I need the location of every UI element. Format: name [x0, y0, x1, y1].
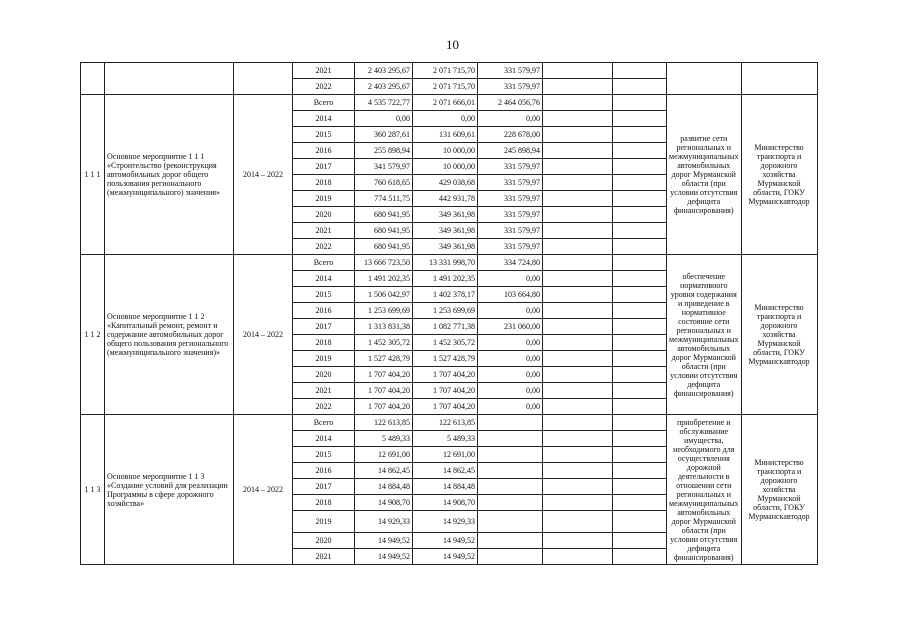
total-amount-cell: 1 452 305,72 — [355, 335, 413, 351]
empty-cell — [613, 207, 667, 223]
year-cell: 2014 — [293, 271, 355, 287]
empty-cell — [613, 63, 667, 79]
source2-amount-cell: 0,00 — [478, 271, 543, 287]
empty-cell — [613, 511, 667, 533]
total-amount-cell: 14 862,45 — [355, 463, 413, 479]
source2-amount-cell: 331 579,97 — [478, 191, 543, 207]
year-cell: 2017 — [293, 319, 355, 335]
empty-cell — [613, 271, 667, 287]
source1-amount-cell: 14 908,70 — [413, 495, 478, 511]
empty-cell — [613, 495, 667, 511]
empty-cell — [613, 431, 667, 447]
period-cell — [234, 63, 293, 95]
empty-cell — [543, 63, 613, 79]
empty-cell — [543, 191, 613, 207]
source2-amount-cell — [478, 447, 543, 463]
source1-amount-cell: 349 361,98 — [413, 239, 478, 255]
table-row — [81, 255, 904, 271]
source1-amount-cell: 349 361,98 — [413, 207, 478, 223]
source1-amount-cell: 14 884,48 — [413, 479, 478, 495]
empty-cell — [543, 383, 613, 399]
name-cell — [105, 63, 234, 95]
empty-cell — [543, 95, 613, 111]
source1-amount-cell: 1 452 305,72 — [413, 335, 478, 351]
year-cell: 2014 — [293, 111, 355, 127]
year-cell: 2015 — [293, 287, 355, 303]
total-amount-cell: 5 489,33 — [355, 431, 413, 447]
source2-amount-cell: 331 579,97 — [478, 223, 543, 239]
year-cell: 2017 — [293, 159, 355, 175]
total-amount-cell: 680 941,95 — [355, 239, 413, 255]
source1-amount-cell: 2 071 715,70 — [413, 63, 478, 79]
empty-cell — [613, 351, 667, 367]
empty-cell — [543, 159, 613, 175]
year-cell: 2017 — [293, 479, 355, 495]
year-cell: Всего — [293, 255, 355, 271]
total-amount-cell: 341 579,97 — [355, 159, 413, 175]
source2-amount-cell: 245 898,94 — [478, 143, 543, 159]
source2-amount-cell: 334 724,80 — [478, 255, 543, 271]
total-amount-cell: 2 403 295,67 — [355, 63, 413, 79]
empty-cell — [543, 143, 613, 159]
source2-amount-cell — [478, 549, 543, 565]
result-cell — [667, 63, 742, 95]
total-amount-cell: 0,00 — [355, 111, 413, 127]
year-cell: 2015 — [293, 127, 355, 143]
empty-cell — [613, 533, 667, 549]
empty-cell — [613, 111, 667, 127]
year-cell: 2021 — [293, 383, 355, 399]
source1-amount-cell: 13 331 998,70 — [413, 255, 478, 271]
measure-code-cell: 1 1 1 — [81, 95, 105, 255]
total-amount-cell: 12 691,00 — [355, 447, 413, 463]
total-amount-cell: 1 506 042,97 — [355, 287, 413, 303]
source2-amount-cell: 0,00 — [478, 303, 543, 319]
year-cell: 2018 — [293, 495, 355, 511]
total-amount-cell: 14 884,48 — [355, 479, 413, 495]
empty-cell — [613, 549, 667, 565]
empty-cell — [543, 271, 613, 287]
empty-cell — [543, 415, 613, 431]
empty-cell — [543, 511, 613, 533]
source2-amount-cell — [478, 495, 543, 511]
source1-amount-cell: 1 707 404,20 — [413, 383, 478, 399]
total-amount-cell: 1 707 404,20 — [355, 399, 413, 415]
source2-amount-cell: 0,00 — [478, 367, 543, 383]
empty-cell — [613, 319, 667, 335]
period-cell: 2014 – 2022 — [234, 415, 293, 565]
empty-cell — [613, 303, 667, 319]
empty-cell — [543, 399, 613, 415]
source2-amount-cell — [478, 463, 543, 479]
empty-cell — [613, 287, 667, 303]
total-amount-cell: 774 511,75 — [355, 191, 413, 207]
empty-cell — [613, 447, 667, 463]
empty-cell — [543, 319, 613, 335]
total-amount-cell: 1 313 831,38 — [355, 319, 413, 335]
empty-cell — [613, 191, 667, 207]
year-cell: 2015 — [293, 447, 355, 463]
source2-amount-cell: 0,00 — [478, 111, 543, 127]
source1-amount-cell: 5 489,33 — [413, 431, 478, 447]
year-cell: 2022 — [293, 79, 355, 95]
total-amount-cell: 14 949,52 — [355, 533, 413, 549]
source1-amount-cell: 2 071 666,01 — [413, 95, 478, 111]
total-amount-cell: 1 527 428,79 — [355, 351, 413, 367]
year-cell: 2021 — [293, 63, 355, 79]
source2-amount-cell — [478, 431, 543, 447]
empty-cell — [613, 95, 667, 111]
empty-cell — [543, 111, 613, 127]
year-cell: 2020 — [293, 367, 355, 383]
empty-cell — [613, 239, 667, 255]
total-amount-cell: 1 253 699,69 — [355, 303, 413, 319]
year-cell: 2018 — [293, 175, 355, 191]
empty-cell — [613, 79, 667, 95]
source2-amount-cell: 0,00 — [478, 335, 543, 351]
source2-amount-cell: 331 579,97 — [478, 175, 543, 191]
year-cell: 2020 — [293, 207, 355, 223]
total-amount-cell: 760 618,65 — [355, 175, 413, 191]
source2-amount-cell: 331 579,97 — [478, 207, 543, 223]
table-row — [81, 95, 904, 111]
table-row — [81, 63, 904, 79]
source1-amount-cell: 1 253 699,69 — [413, 303, 478, 319]
source2-amount-cell: 103 664,80 — [478, 287, 543, 303]
year-cell: 2019 — [293, 511, 355, 533]
total-amount-cell: 1 707 404,20 — [355, 367, 413, 383]
source1-amount-cell: 14 862,45 — [413, 463, 478, 479]
total-amount-cell: 14 908,70 — [355, 495, 413, 511]
source2-amount-cell: 0,00 — [478, 383, 543, 399]
measure-code-cell: 1 1 2 — [81, 255, 105, 415]
table-body — [81, 63, 904, 565]
empty-cell — [543, 549, 613, 565]
source1-amount-cell: 14 929,33 — [413, 511, 478, 533]
source2-amount-cell — [478, 415, 543, 431]
empty-cell — [543, 175, 613, 191]
source2-amount-cell: 0,00 — [478, 399, 543, 415]
empty-cell — [613, 399, 667, 415]
source2-amount-cell: 331 579,97 — [478, 239, 543, 255]
year-cell: 2014 — [293, 431, 355, 447]
responsible-executor-cell: Министерство транспорта и дорожного хозяйства Мурманской области, ГОКУ Мурманскавтодор — [741, 255, 817, 415]
empty-cell — [613, 463, 667, 479]
source1-amount-cell: 1 707 404,20 — [413, 367, 478, 383]
source2-amount-cell: 331 579,97 — [478, 159, 543, 175]
empty-cell — [543, 127, 613, 143]
year-cell: 2021 — [293, 223, 355, 239]
empty-cell — [543, 207, 613, 223]
year-cell: 2022 — [293, 399, 355, 415]
source2-amount-cell: 2 464 056,76 — [478, 95, 543, 111]
source2-amount-cell: 231 060,00 — [478, 319, 543, 335]
empty-cell — [613, 383, 667, 399]
source2-amount-cell: 0,00 — [478, 351, 543, 367]
total-amount-cell: 14 929,33 — [355, 511, 413, 533]
source1-amount-cell: 10 000,00 — [413, 143, 478, 159]
empty-cell — [543, 79, 613, 95]
expected-result-cell: приобретение и обслуживание имущества, необходимого для осуществления дорожной деятельности в отношении сети региональных и межмуниципальных автомобильных дорог Мурманской области (при условии отсутствия дефицита финансирования) — [667, 415, 742, 565]
year-cell: 2019 — [293, 351, 355, 367]
empty-cell — [613, 159, 667, 175]
year-cell: Всего — [293, 415, 355, 431]
empty-cell — [543, 431, 613, 447]
source1-amount-cell: 1 402 378,17 — [413, 287, 478, 303]
empty-cell — [543, 287, 613, 303]
code-cell — [81, 63, 105, 95]
period-cell: 2014 – 2022 — [234, 255, 293, 415]
year-cell: 2016 — [293, 143, 355, 159]
total-amount-cell: 2 403 295,67 — [355, 79, 413, 95]
expected-result-cell: обеспечение нормативного уровня содержания и приведение в нормативное состояние сети региональных и межмуниципальных автомобильных дорог Мурманской области (при условии отсутствия дефицита финансирования) — [667, 255, 742, 415]
source1-amount-cell: 131 609,61 — [413, 127, 478, 143]
total-amount-cell: 1 707 404,20 — [355, 383, 413, 399]
source1-amount-cell: 14 949,52 — [413, 533, 478, 549]
empty-cell — [543, 495, 613, 511]
year-cell: 2018 — [293, 335, 355, 351]
measure-code-cell: 1 1 3 — [81, 415, 105, 565]
source1-amount-cell: 349 361,98 — [413, 223, 478, 239]
empty-cell — [613, 223, 667, 239]
source1-amount-cell: 1 527 428,79 — [413, 351, 478, 367]
measure-name-cell: Основное мероприятие 1 1 2 «Капитальный ремонт, ремонт и содержание автомобильных дорог общего пользования регионального (межмуниципального значения)» — [105, 255, 234, 415]
source1-amount-cell: 429 038,68 — [413, 175, 478, 191]
year-cell: 2016 — [293, 463, 355, 479]
responsible-executor-cell: Министерство транспорта и дорожного хозяйства Мурманской области, ГОКУ Мурманскавтодор — [741, 95, 817, 255]
source2-amount-cell: 331 579,97 — [478, 79, 543, 95]
empty-cell — [613, 415, 667, 431]
empty-cell — [543, 223, 613, 239]
empty-cell — [613, 175, 667, 191]
empty-cell — [613, 143, 667, 159]
empty-cell — [613, 127, 667, 143]
empty-cell — [543, 351, 613, 367]
total-amount-cell: 1 491 202,35 — [355, 271, 413, 287]
empty-cell — [543, 255, 613, 271]
empty-cell — [543, 479, 613, 495]
year-cell: 2020 — [293, 533, 355, 549]
source2-amount-cell: 228 678,00 — [478, 127, 543, 143]
source1-amount-cell: 10 000,00 — [413, 159, 478, 175]
source2-amount-cell — [478, 533, 543, 549]
empty-cell — [613, 255, 667, 271]
program-table — [80, 62, 904, 565]
empty-cell — [613, 335, 667, 351]
empty-cell — [543, 463, 613, 479]
empty-cell — [543, 303, 613, 319]
year-cell: Всего — [293, 95, 355, 111]
expected-result-cell: развитие сети региональных и межмуниципальных автомобильных дорог Мурманской области (при условии отсутствия дефицита финансирования) — [667, 95, 742, 255]
empty-cell — [543, 447, 613, 463]
empty-cell — [543, 533, 613, 549]
measure-name-cell: Основное мероприятие 1 1 1 «Строительство (реконструкция автомобильных дорог общего пользования регионального (межмуниципального) значения» — [105, 95, 234, 255]
year-cell: 2016 — [293, 303, 355, 319]
source1-amount-cell: 12 691,00 — [413, 447, 478, 463]
source1-amount-cell: 14 949,52 — [413, 549, 478, 565]
empty-cell — [543, 367, 613, 383]
measure-name-cell: Основное мероприятие 1 1 3 «Создание условий для реализации Программы в сфере дорожного хозяйства» — [105, 415, 234, 565]
source1-amount-cell: 2 071 715,70 — [413, 79, 478, 95]
empty-cell — [543, 335, 613, 351]
total-amount-cell: 14 949,52 — [355, 549, 413, 565]
responsible-executor-cell: Министерство транспорта и дорожного хозяйства Мурманской области, ГОКУ Мурманскавтодор — [741, 415, 817, 565]
source1-amount-cell: 442 931,78 — [413, 191, 478, 207]
total-amount-cell: 122 613,85 — [355, 415, 413, 431]
empty-cell — [613, 479, 667, 495]
source2-amount-cell — [478, 479, 543, 495]
total-amount-cell: 360 287,61 — [355, 127, 413, 143]
period-cell: 2014 – 2022 — [234, 95, 293, 255]
total-amount-cell: 4 535 722,77 — [355, 95, 413, 111]
total-amount-cell: 255 898,94 — [355, 143, 413, 159]
total-amount-cell: 680 941,95 — [355, 207, 413, 223]
source1-amount-cell: 122 613,85 — [413, 415, 478, 431]
source1-amount-cell: 1 707 404,20 — [413, 399, 478, 415]
year-cell: 2021 — [293, 549, 355, 565]
source1-amount-cell: 1 082 771,38 — [413, 319, 478, 335]
table-row — [81, 415, 904, 431]
total-amount-cell: 680 941,95 — [355, 223, 413, 239]
page-number: 10 — [446, 37, 459, 52]
source2-amount-cell — [478, 511, 543, 533]
empty-cell — [613, 367, 667, 383]
source1-amount-cell: 1 491 202,35 — [413, 271, 478, 287]
responsible-cell — [741, 63, 817, 95]
source2-amount-cell: 331 579,97 — [478, 63, 543, 79]
empty-cell — [543, 239, 613, 255]
year-cell: 2022 — [293, 239, 355, 255]
year-cell: 2019 — [293, 191, 355, 207]
total-amount-cell: 13 666 723,50 — [355, 255, 413, 271]
source1-amount-cell: 0,00 — [413, 111, 478, 127]
